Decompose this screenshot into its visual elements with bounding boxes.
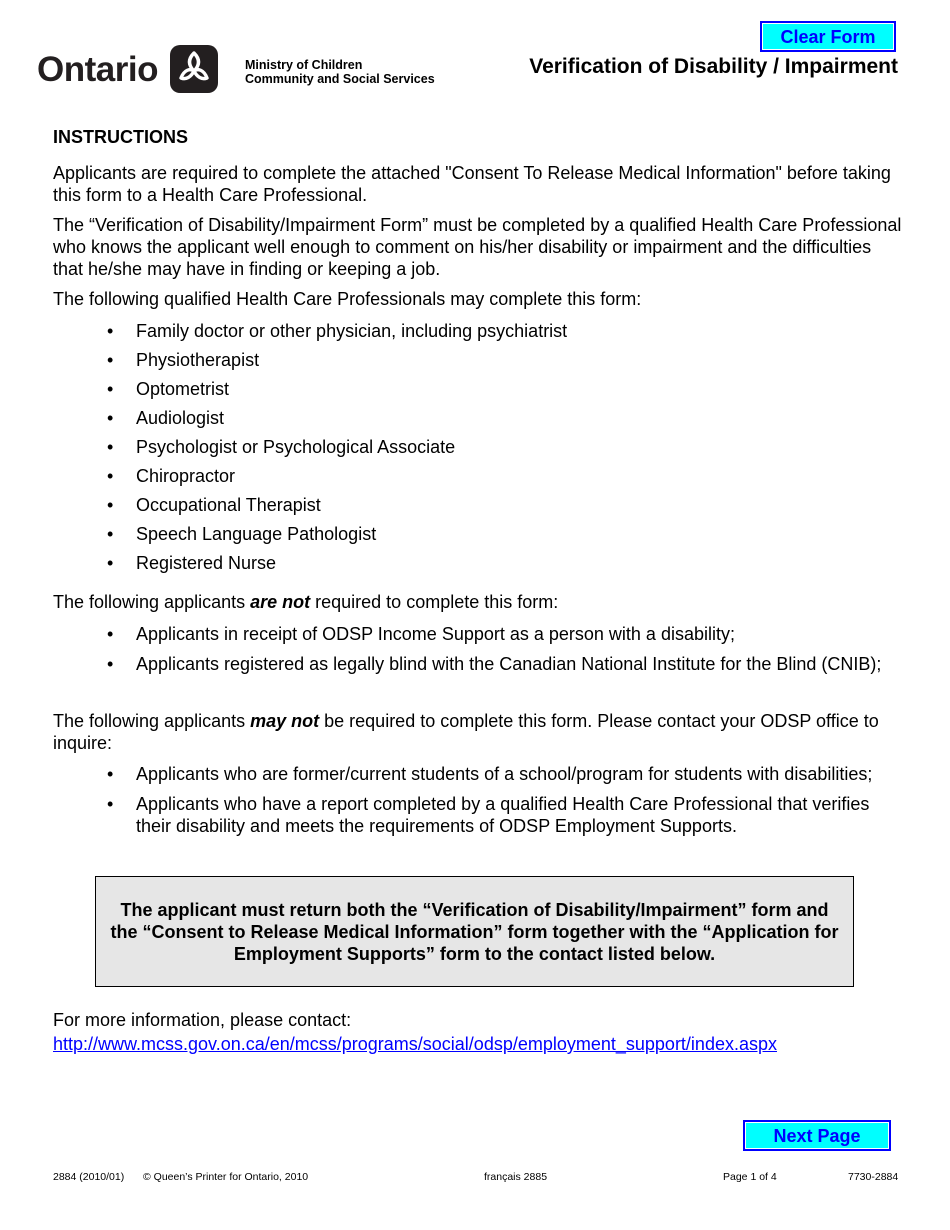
bullet: • — [107, 624, 114, 644]
bullet: • — [107, 654, 114, 674]
intro-text: be required to complete this form. Please contact your ODSP office to inquire: — [53, 711, 879, 753]
bullet: • — [107, 495, 114, 515]
intro-text: required to complete this form: — [310, 592, 559, 612]
trillium-logo-icon — [170, 45, 218, 93]
clear-form-button[interactable]: Clear Form — [761, 22, 895, 51]
list-item-text: Physiotherapist — [136, 350, 260, 370]
ministry-name — [245, 58, 435, 86]
list-item — [53, 653, 903, 675]
form-title: Verification of Disability / Impairment — [529, 55, 898, 78]
list-item-text: Applicants who have a report completed by a qualified Health Care Professional that verifies their disability and meets the requirements of ODSP Employment Supports. — [136, 794, 870, 836]
list-item-text: Occupational Therapist — [136, 495, 321, 515]
footer-copyright: © Queen’s Printer for Ontario, 2010 — [143, 1171, 309, 1183]
intro-text: The following applicants — [53, 592, 251, 612]
ontario-logo-text: Ontario — [37, 50, 158, 89]
instructions-paragraph-3: The following qualified Health Care Professionals may complete this form: — [53, 289, 642, 309]
list-item-text: Applicants who are former/current students of a school/program for students with disabilities; — [136, 764, 873, 784]
instructions-heading: INSTRUCTIONS — [53, 127, 188, 147]
not-required-list — [53, 623, 903, 683]
list-item — [53, 793, 903, 837]
bullet: • — [107, 764, 114, 784]
emphasis-are-not: are not — [250, 592, 311, 612]
professionals-list — [53, 320, 903, 581]
list-item — [53, 407, 903, 436]
list-item — [53, 465, 903, 494]
bullet: • — [107, 408, 114, 428]
bullet: • — [107, 466, 114, 486]
list-item — [53, 552, 903, 581]
list-item — [53, 349, 903, 378]
list-item-text: Speech Language Pathologist — [136, 524, 377, 544]
bullet: • — [107, 553, 114, 573]
contact-link[interactable]: http://www.mcss.gov.on.ca/en/mcss/programs/social/odsp/employment_support/index.aspx — [53, 1034, 777, 1054]
list-item — [53, 763, 903, 785]
footer-french-version: français 2885 — [484, 1171, 548, 1183]
list-item — [53, 378, 903, 407]
list-item-text: Applicants in receipt of ODSP Income Support as a person with a disability; — [136, 624, 735, 644]
emphasis-may-not: may not — [250, 711, 320, 731]
ministry-line-2: Community and Social Services — [245, 72, 435, 86]
list-item — [53, 523, 903, 552]
footer-page-number: Page 1 of 4 — [723, 1171, 777, 1183]
may-not-required-list — [53, 763, 903, 845]
bullet: • — [107, 321, 114, 341]
bullet: • — [107, 794, 114, 814]
list-item-text: Audiologist — [136, 408, 225, 428]
footer-form-number: 2884 (2010/01) — [53, 1171, 125, 1183]
list-item-text: Psychologist or Psychological Associate — [136, 437, 456, 457]
list-item-text: Applicants registered as legally blind with the Canadian National Institute for the Blind (CNIB); — [136, 654, 882, 674]
footer-code: 7730-2884 — [848, 1171, 899, 1183]
instructions-paragraph-2: The “Verification of Disability/Impairment Form” must be completed by a qualified Health Care Professional who knows the applicant well enough to comment on his/her disability or impairment and the difficulties that he/she may have in finding or keeping a job. — [53, 215, 902, 279]
ministry-line-1: Ministry of Children — [245, 58, 363, 72]
list-item — [53, 494, 903, 523]
bullet: • — [107, 379, 114, 399]
contact-label: For more information, please contact: — [53, 1010, 352, 1030]
list-item — [53, 320, 903, 349]
return-notice-text: The applicant must return both the “Verification of Disability/Impairment” form and the “Consent to Release Medical Information” form together with the “Application for Employment Supports” form to the contact listed below. — [110, 899, 839, 964]
bullet: • — [107, 524, 114, 544]
list-item — [53, 623, 903, 645]
list-item — [53, 436, 903, 465]
intro-text: The following applicants — [53, 711, 251, 731]
list-item-text: Family doctor or other physician, including psychiatrist — [136, 321, 568, 341]
bullet: • — [107, 437, 114, 457]
list-item-text: Optometrist — [136, 379, 230, 399]
may-not-required-intro — [53, 710, 903, 754]
not-required-intro — [53, 591, 903, 613]
next-page-button[interactable]: Next Page — [744, 1121, 890, 1150]
list-item-text: Registered Nurse — [136, 553, 277, 573]
bullet: • — [107, 350, 114, 370]
instructions-paragraph-1: Applicants are required to complete the attached "Consent To Release Medical Information" before taking this form to a Health Care Professional. — [53, 163, 891, 205]
list-item-text: Chiropractor — [136, 466, 236, 486]
return-notice-box — [95, 876, 854, 987]
